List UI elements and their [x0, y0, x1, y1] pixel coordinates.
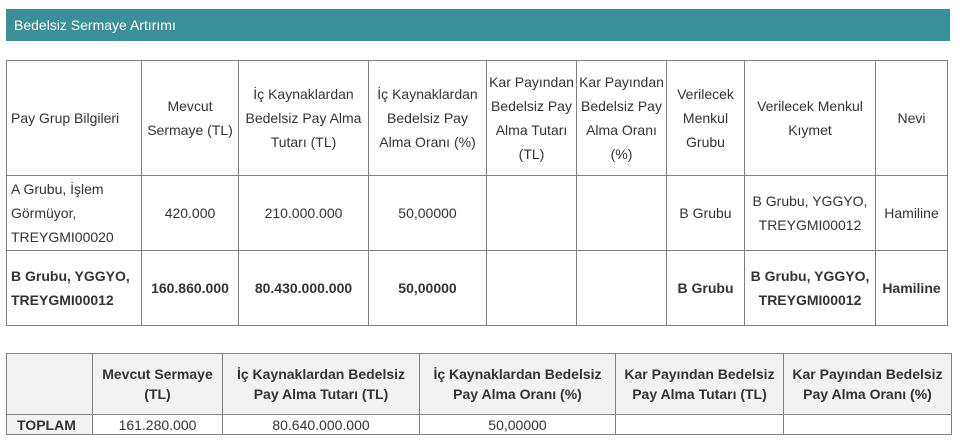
table-cell: [577, 251, 667, 326]
table-cell: 420.000: [142, 176, 239, 251]
col-header: İç Kaynaklardan Bedelsiz Pay Alma Oranı (%): [420, 354, 616, 415]
col-header: Verilecek Menkul Kıymet: [745, 61, 876, 176]
table-cell: 50,00000: [369, 251, 487, 326]
table-cell: 160.860.000: [142, 251, 239, 326]
col-header: Mevcut Sermaye (TL): [142, 61, 239, 176]
total-label: TOPLAM: [7, 415, 93, 435]
total-table: [6, 353, 952, 435]
table-cell: B Grubu, YGGYO, TREYGMI00012: [7, 251, 142, 326]
table-cell: B Grubu, YGGYO, TREYGMI00012: [745, 176, 876, 251]
table-cell: [577, 176, 667, 251]
table-cell: [616, 415, 784, 435]
section-title: Bedelsiz Sermaye Artırımı: [6, 9, 950, 41]
col-header: Verilecek Menkul Grubu: [667, 61, 745, 176]
col-header: Mevcut Sermaye (TL): [93, 354, 223, 415]
header-row: [7, 61, 948, 176]
table-cell: [784, 415, 952, 435]
col-header: [7, 354, 93, 415]
table-cell: Hamiline: [876, 176, 948, 251]
col-header: İç Kaynaklardan Bedelsiz Pay Alma Tutarı (TL): [239, 61, 369, 176]
table-cell: B Grubu: [667, 251, 745, 326]
col-header: Kar Payından Bedelsiz Pay Alma Oranı (%): [784, 354, 952, 415]
table-cell: 80.640.000.000: [223, 415, 420, 435]
table-cell: 50,00000: [369, 176, 487, 251]
table-row: [7, 176, 948, 251]
table-cell: B Grubu, YGGYO, TREYGMI00012: [745, 251, 876, 326]
table-cell: 161.280.000: [93, 415, 223, 435]
col-header: İç Kaynaklardan Bedelsiz Pay Alma Oranı (%): [369, 61, 487, 176]
table-cell: A Grubu, İşlem Görmüyor, TREYGMI00020: [7, 176, 142, 251]
table-row: [7, 251, 948, 326]
total-row: [7, 415, 952, 435]
table-cell: B Grubu: [667, 176, 745, 251]
col-header: Pay Grup Bilgileri: [7, 61, 142, 176]
capital-increase-table: [6, 60, 948, 326]
col-header: Nevi: [876, 61, 948, 176]
col-header: Kar Payından Bedelsiz Pay Alma Tutarı (TL): [487, 61, 577, 176]
table-cell: 210.000.000: [239, 176, 369, 251]
table-cell: [487, 176, 577, 251]
col-header: İç Kaynaklardan Bedelsiz Pay Alma Tutarı (TL): [223, 354, 420, 415]
table-cell: Hamiline: [876, 251, 948, 326]
table-cell: 80.430.000.000: [239, 251, 369, 326]
table-cell: [487, 251, 577, 326]
header-row: [7, 354, 952, 415]
table-cell: 50,00000: [420, 415, 616, 435]
col-header: Kar Payından Bedelsiz Pay Alma Tutarı (TL): [616, 354, 784, 415]
col-header: Kar Payından Bedelsiz Pay Alma Oranı (%): [577, 61, 667, 176]
